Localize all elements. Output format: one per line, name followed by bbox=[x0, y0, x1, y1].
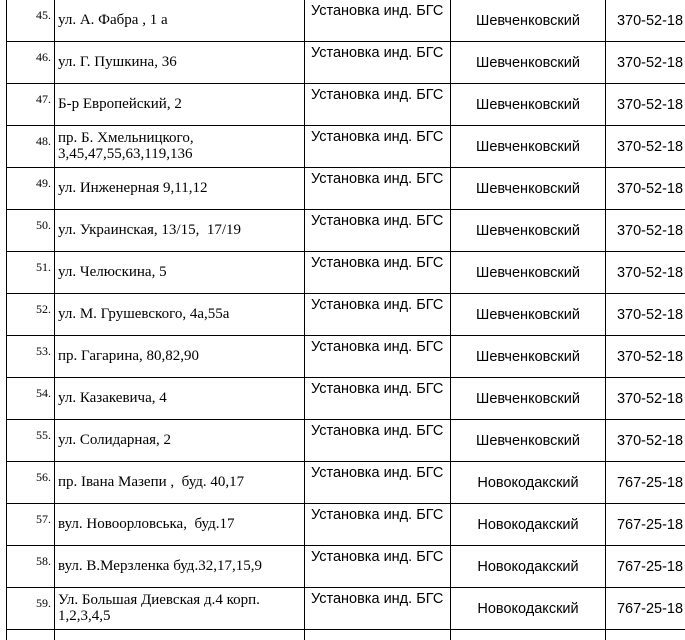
work-type-cell: Установка инд. БГС bbox=[305, 126, 451, 168]
phone-cell: 370-52-18 bbox=[606, 294, 685, 336]
district-cell: Новокодакский bbox=[451, 504, 606, 546]
work-schedule-table bbox=[6, 0, 685, 640]
work-type-cell: Установка инд. БГС bbox=[305, 168, 451, 210]
phone-cell: 767-25-18 bbox=[606, 504, 685, 546]
row-number: 45. bbox=[7, 0, 55, 42]
work-type-cell: Установка инд. БГС bbox=[305, 252, 451, 294]
row-number: 53. bbox=[7, 336, 55, 378]
row-number: 52. bbox=[7, 294, 55, 336]
table-row bbox=[7, 126, 685, 168]
work-type-cell: Установка инд. БГС bbox=[305, 42, 451, 84]
empty-cell bbox=[451, 630, 606, 640]
table-row bbox=[7, 378, 685, 420]
work-type-cell: Установка инд. БГС bbox=[305, 210, 451, 252]
phone-cell: 370-52-18 bbox=[606, 42, 685, 84]
phone-cell: 370-52-18 bbox=[606, 126, 685, 168]
empty-cell bbox=[606, 630, 685, 640]
address-cell: Б-р Европейский, 2 bbox=[55, 84, 305, 126]
address-cell: ул. Солидарная, 2 bbox=[55, 420, 305, 462]
table-row bbox=[7, 336, 685, 378]
table-row bbox=[7, 504, 685, 546]
phone-cell: 370-52-18 bbox=[606, 252, 685, 294]
district-cell: Шевченковский bbox=[451, 210, 606, 252]
table-row bbox=[7, 168, 685, 210]
phone-cell: 370-52-18 bbox=[606, 168, 685, 210]
phone-cell: 767-25-18 bbox=[606, 588, 685, 630]
address-cell: ул. Г. Пушкина, 36 bbox=[55, 42, 305, 84]
address-cell: пр. Б. Хмельницкого, 3,45,47,55,63,119,136 bbox=[55, 126, 305, 168]
empty-cell bbox=[7, 630, 55, 640]
row-number: 58. bbox=[7, 546, 55, 588]
table-row bbox=[7, 420, 685, 462]
table-row bbox=[7, 294, 685, 336]
district-cell: Шевченковский bbox=[451, 0, 606, 42]
district-cell: Шевченковский bbox=[451, 84, 606, 126]
work-type-cell: Установка инд. БГС bbox=[305, 0, 451, 42]
row-number: 49. bbox=[7, 168, 55, 210]
work-type-cell: Установка инд. БГС bbox=[305, 462, 451, 504]
work-type-cell: Установка инд. БГС bbox=[305, 294, 451, 336]
work-type-cell: Установка инд. БГС bbox=[305, 336, 451, 378]
phone-cell: 767-25-18 bbox=[606, 462, 685, 504]
district-cell: Новокодакский bbox=[451, 546, 606, 588]
address-cell: пр. Гагарина, 80,82,90 bbox=[55, 336, 305, 378]
row-number: 54. bbox=[7, 378, 55, 420]
phone-cell: 370-52-18 bbox=[606, 0, 685, 42]
district-cell: Шевченковский bbox=[451, 378, 606, 420]
row-number: 50. bbox=[7, 210, 55, 252]
district-cell: Новокодакский bbox=[451, 462, 606, 504]
phone-cell: 370-52-18 bbox=[606, 378, 685, 420]
row-number: 51. bbox=[7, 252, 55, 294]
address-cell: вул. В.Мерзленка буд.32,17,15,9 bbox=[55, 546, 305, 588]
district-cell: Новокодакский bbox=[451, 588, 606, 630]
empty-cell bbox=[305, 630, 451, 640]
address-cell: ул. М. Грушевского, 4а,55а bbox=[55, 294, 305, 336]
district-cell: Шевченковский bbox=[451, 126, 606, 168]
district-cell: Шевченковский bbox=[451, 252, 606, 294]
phone-cell: 370-52-18 bbox=[606, 420, 685, 462]
address-cell: ул. Челюскина, 5 bbox=[55, 252, 305, 294]
phone-cell: 370-52-18 bbox=[606, 84, 685, 126]
table-row bbox=[7, 546, 685, 588]
district-cell: Шевченковский bbox=[451, 42, 606, 84]
row-number: 57. bbox=[7, 504, 55, 546]
table-row bbox=[7, 0, 685, 42]
table-row bbox=[7, 462, 685, 504]
row-number: 55. bbox=[7, 420, 55, 462]
work-type-cell: Установка инд. БГС bbox=[305, 378, 451, 420]
work-type-cell: Установка инд. БГС bbox=[305, 588, 451, 630]
address-cell: ул. Украинская, 13/15, 17/19 bbox=[55, 210, 305, 252]
table-row bbox=[7, 42, 685, 84]
row-number: 46. bbox=[7, 42, 55, 84]
row-number: 47. bbox=[7, 84, 55, 126]
row-number: 48. bbox=[7, 126, 55, 168]
row-number: 59. bbox=[7, 588, 55, 630]
work-type-cell: Установка инд. БГС bbox=[305, 84, 451, 126]
table-row bbox=[7, 84, 685, 126]
work-type-cell: Установка инд. БГС bbox=[305, 504, 451, 546]
address-cell: вул. Новоорловська, буд.17 bbox=[55, 504, 305, 546]
phone-cell: 370-52-18 bbox=[606, 336, 685, 378]
address-cell: ул. А. Фабра , 1 а bbox=[55, 0, 305, 42]
district-cell: Шевченковский bbox=[451, 168, 606, 210]
district-cell: Шевченковский bbox=[451, 294, 606, 336]
address-cell: ул. Инженерная 9,11,12 bbox=[55, 168, 305, 210]
address-cell: пр. Івана Мазепи , буд. 40,17 bbox=[55, 462, 305, 504]
table-row bbox=[7, 252, 685, 294]
table-row bbox=[7, 588, 685, 630]
empty-cell bbox=[55, 630, 305, 640]
work-type-cell: Установка инд. БГС bbox=[305, 420, 451, 462]
address-cell: ул. Казакевича, 4 bbox=[55, 378, 305, 420]
table-row bbox=[7, 210, 685, 252]
phone-cell: 370-52-18 bbox=[606, 210, 685, 252]
table-body bbox=[7, 0, 685, 640]
table-row-partial bbox=[7, 630, 685, 640]
district-cell: Шевченковский bbox=[451, 420, 606, 462]
work-type-cell: Установка инд. БГС bbox=[305, 546, 451, 588]
address-cell: Ул. Большая Диевская д.4 корп. 1,2,3,4,5 bbox=[55, 588, 305, 630]
phone-cell: 767-25-18 bbox=[606, 546, 685, 588]
row-number: 56. bbox=[7, 462, 55, 504]
district-cell: Шевченковский bbox=[451, 336, 606, 378]
